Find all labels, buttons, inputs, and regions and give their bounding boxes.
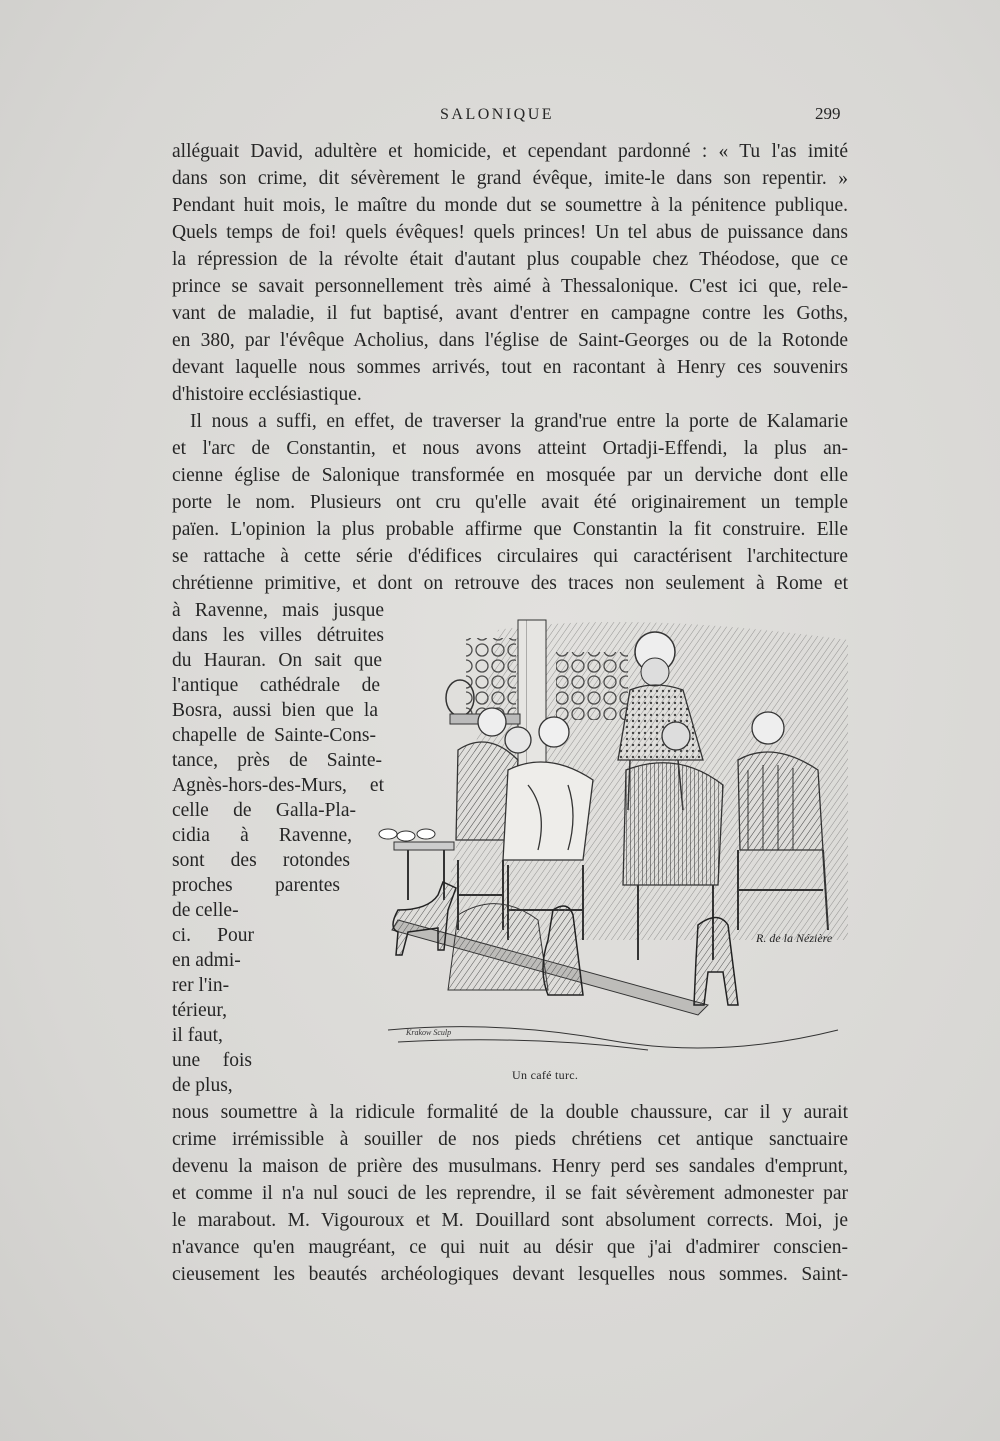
text-line: proches parentes [172,875,340,896]
text-line: n'avance qu'en maugréant, ce qui nuit au désir que j'ai d'admirer conscien- [172,1237,848,1258]
text-line: rer l'in- [172,975,230,996]
text-line: à Ravenne, mais jusque [172,600,384,621]
text-line: du Hauran. On sait que [172,650,382,671]
engraver-signature: Krakow Sculp [406,1028,452,1037]
text-line: se rattache à cette série d'édifices circulaires qui caractérisent l'architecture [172,546,848,567]
text-line: Bosra, aussi bien que la [172,700,378,721]
text-line: d'histoire ecclésiastique. [172,384,362,405]
text-line: et comme il n'a nul souci de les reprendre, il se fait sévèrement admonester par [172,1183,848,1204]
text-line: de celle- [172,900,239,921]
text-line: Il nous a suffi, en effet, de traverser la grand'rue entre la porte de Kalamarie [190,411,848,432]
text-line: ci. Pour [172,925,254,946]
text-line: porte le nom. Plusieurs ont cru qu'elle avait été originairement un temple [172,492,848,513]
text-line: térieur, [172,1000,227,1021]
text-line: en admi- [172,950,241,971]
text-line: Pendant huit mois, le maître du monde dut se soumettre à la pénitence publique. [172,195,848,216]
text-line: Agnès-hors-des-Murs, et [172,775,384,796]
text-line: le marabout. M. Vigouroux et M. Douillard sont absolument corrects. Moi, je [172,1210,848,1231]
text-line: de plus, [172,1075,233,1096]
text-line: cidia à Ravenne, [172,825,352,846]
text-line: crime irrémissible à souiller de nos pieds chrétiens cet antique sanctuaire [172,1129,848,1150]
text-line: tance, près de Sainte- [172,750,382,771]
text-line: la répression de la révolte était d'autant plus coupable chez Théodose, que ce [172,249,848,270]
text-line: Quels temps de foi! quels évêques! quels princes! Un tel abus de puissance dans [172,222,848,243]
running-head: SALONIQUE [440,106,555,123]
text-line: l'antique cathédrale de [172,675,380,696]
text-line: celle de Galla-Pla- [172,800,356,821]
text-line: dans les villes détruites [172,625,384,646]
text-line: vant de maladie, il fut baptisé, avant d'entrer en campagne contre les Goths, [172,303,848,324]
text-line: devant laquelle nous sommes arrivés, tout en racontant à Henry ces souvenirs [172,357,848,378]
artist-signature: R. de la Nézière [756,931,833,945]
text-line: cieusement les beautés archéologiques devant lesquelles nous sommes. Saint- [172,1264,848,1285]
text-line: sont des rotondes [172,850,350,871]
page-number: 299 [815,104,841,123]
text-line: en 380, par l'évêque Acholius, dans l'église de Saint-Georges ou de la Rotonde [172,330,848,351]
text-line: alléguait David, adultère et homicide, et cependant pardonné : « Tu l'as imité [172,141,848,162]
text-line: chrétienne primitive, et dont on retrouve des traces non seulement à Rome et [172,573,848,594]
text-line: nous soumettre à la ridicule formalité de la double chaussure, car il y aurait [172,1102,848,1123]
cafe-illustration [378,610,868,1062]
text-line: prince se savait personnellement très aimé à Thessalonique. C'est ici que, rele- [172,276,848,297]
text-line: païen. L'opinion la plus probable affirme que Constantin la fit construire. Elle [172,519,848,540]
text-line: dans son crime, dit sévèrement le grand évêque, imite-le dans son repentir. » [172,168,848,189]
text-line: et l'arc de Constantin, et nous avons atteint Ortadji-Effendi, la plus an- [172,438,848,459]
text-line: une fois [172,1050,252,1071]
illustration-caption: Un café turc. [512,1068,579,1082]
text-line: chapelle de Sainte-Cons- [172,725,376,746]
text-line: devenu la maison de prière des musulmans. Henry perd ses sandales d'emprunt, [172,1156,848,1177]
text-line: cienne église de Salonique transformée en mosquée par un derviche dont elle [172,465,848,486]
text-line: il faut, [172,1025,223,1046]
